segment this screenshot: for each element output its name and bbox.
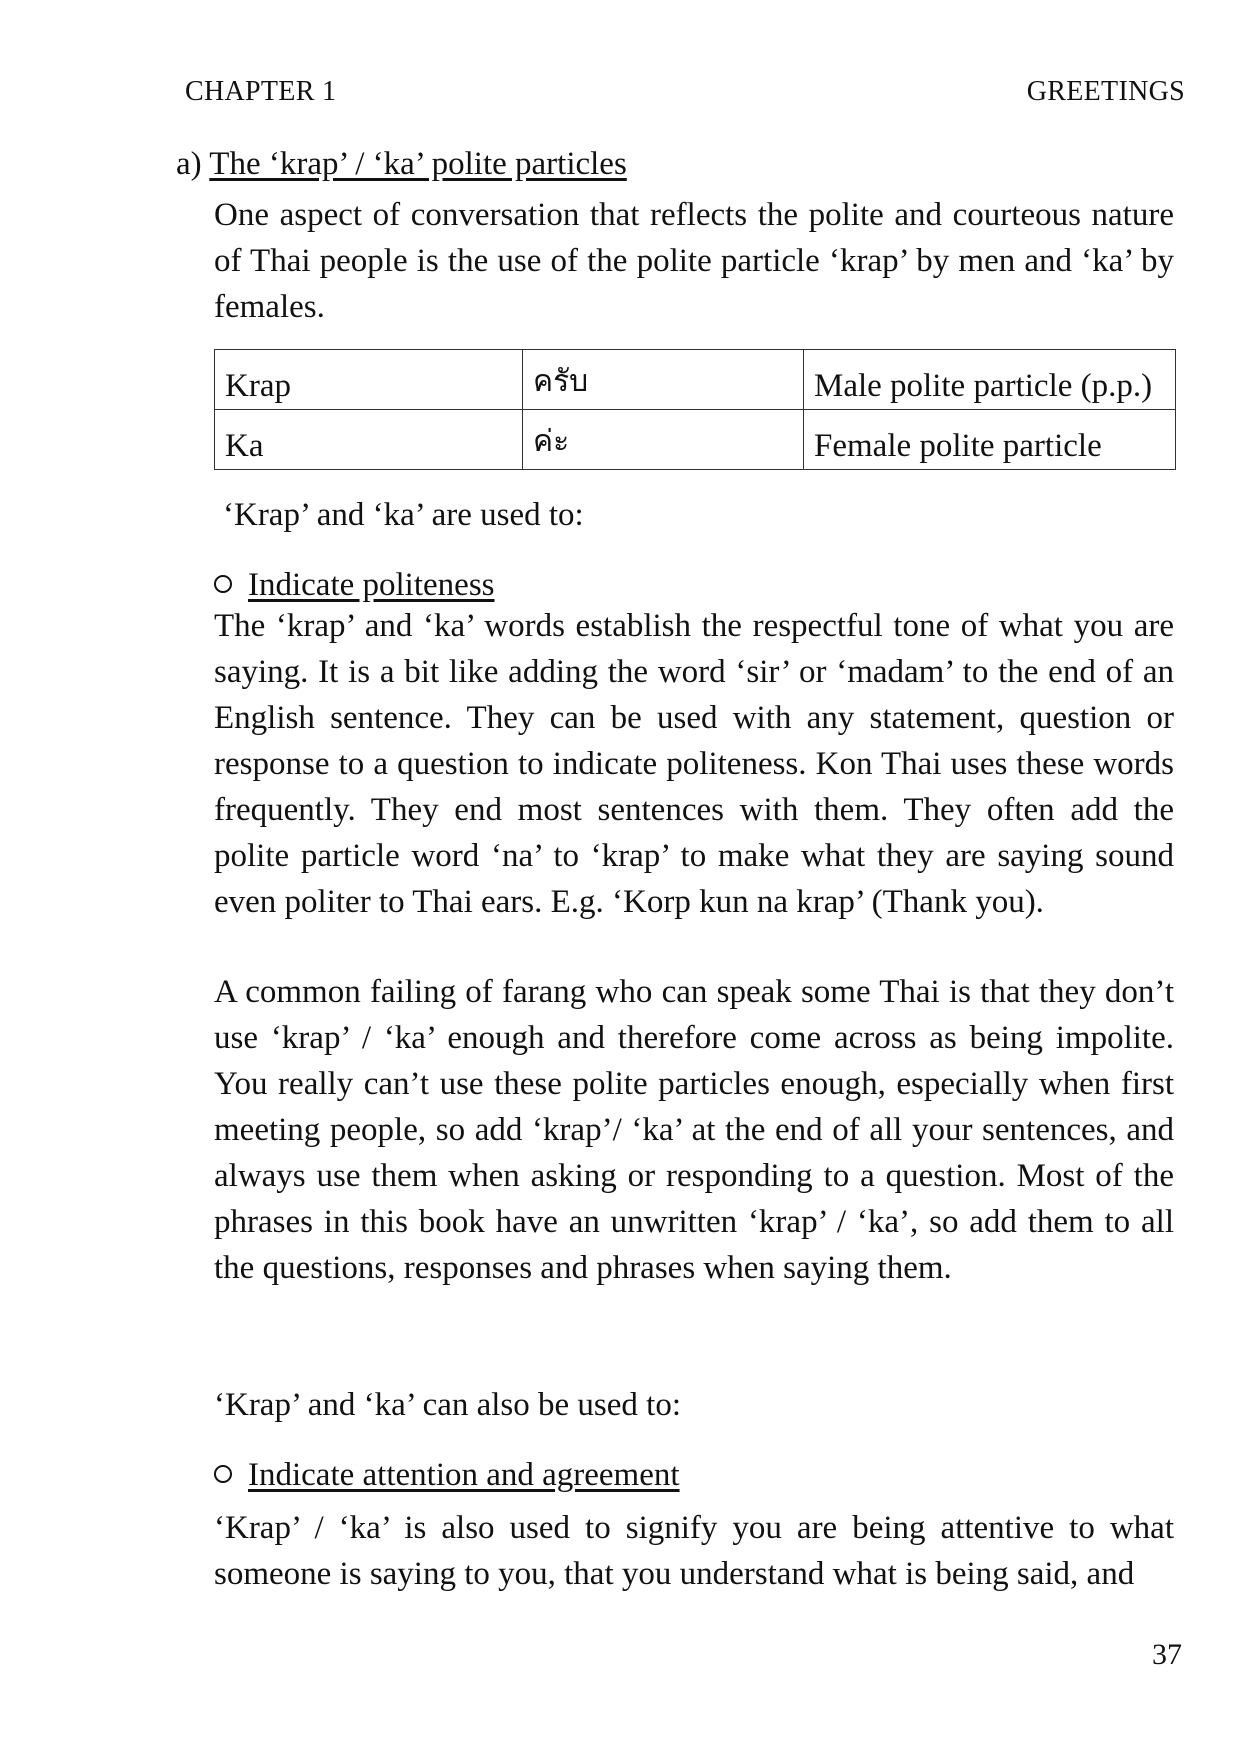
section-label: GREETINGS — [1026, 76, 1185, 107]
thai-script-cell: ครับ — [523, 350, 804, 410]
bullet-circle-icon — [214, 575, 232, 593]
page-header — [185, 76, 1185, 116]
bullet-circle-icon — [214, 1465, 232, 1483]
polite-particle-table — [214, 349, 1176, 470]
bullet-label: Indicate attention and agreement — [248, 1457, 680, 1493]
attention-paragraph: ‘Krap’ / ‘ka’ is also used to signify you are being attentive to what someone is saying to you, that you understand what is being said, and — [214, 1510, 1174, 1592]
page-number: 37 — [1152, 1638, 1182, 1671]
table-row — [215, 350, 1176, 410]
thai-script-cell: ค่ะ — [523, 410, 804, 470]
chapter-label: CHAPTER 1 — [185, 76, 337, 107]
romanized-cell: Krap — [215, 350, 523, 410]
meaning-cell: Male polite particle (p.p.) — [804, 350, 1176, 410]
bullet-label: Indicate politeness — [248, 567, 495, 603]
section-title — [176, 146, 627, 183]
romanized-cell: Ka — [215, 410, 523, 470]
failing-paragraph: A common failing of farang who can speak some Thai is that they don’t use ‘krap’ / ‘ka’ enough and therefore come across as being impolite. You really can’t use these polite particles enough, especially when first meeting people, so add ‘krap’/ ‘ka’ at the end of all your sentences, and always use them when asking or responding to a question. Most of the phrases in this book have an unwritten ‘krap’ / ‘ka’, so add them to all the questions, responses and phrases when saying them. — [214, 974, 1174, 1286]
intro-paragraph: One aspect of conversation that reflects the polite and courteous nature of Thai people is the use of the polite particle ‘krap’ by men and ‘ka’ by females. — [214, 197, 1174, 325]
bullet-indicate-attention — [214, 1457, 680, 1494]
table-row — [215, 410, 1176, 470]
meaning-cell: Female polite particle — [804, 410, 1176, 470]
bullet-indicate-politeness — [214, 567, 495, 604]
section-title-text: The ‘krap’ / ‘ka’ polite particles — [209, 146, 627, 182]
used-to-line: ‘Krap’ and ‘ka’ are used to: — [223, 497, 584, 533]
also-used-to-line: ‘Krap’ and ‘ka’ can also be used to: — [214, 1387, 681, 1423]
section-title-prefix: a) — [176, 146, 210, 182]
politeness-paragraph: The ‘krap’ and ‘ka’ words establish the respectful tone of what you are saying. It is a bit like adding the word ‘sir’ or ‘madam’ to the end of an English sentence. They can be used with any statement, question or response to a question to indicate politeness. Kon Thai uses these words frequently. They end most sentences with them. They often add the polite particle word ‘na’ to ‘krap’ to make what they are saying sound even politer to Thai ears. E.g. ‘Korp kun na krap’ (Thank you). — [214, 608, 1174, 920]
